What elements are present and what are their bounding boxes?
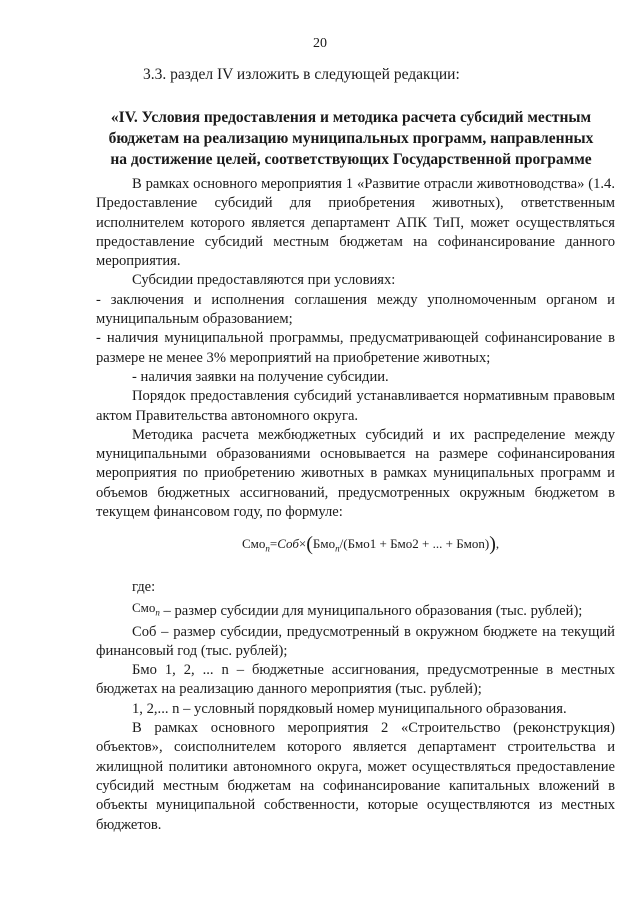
formula-lhs: Смо <box>242 536 266 552</box>
paragraph-4: Методика расчета межбюджетных субсидий и их распределение между муниципальными образованиями основывается на размере софинансирования мероприятия по приобретению животных в рамках муниципальных программ и объемов бюджетных ассигнований, предусмотренных окружным бюджетом в текущем финансовом году, по формуле: <box>96 426 615 521</box>
formula-sob: Соб <box>277 536 299 552</box>
definition-1-text: – размер субсидии для муниципального образования (тыс. рублей); <box>159 602 583 619</box>
formula-lhs-sub: n <box>265 543 270 554</box>
body-text <box>96 175 615 835</box>
title-line-1: «IV. Условия предоставления и методика расчета субсидий местным <box>110 109 592 126</box>
formula-bmo: Бмо <box>312 536 336 552</box>
definition-4: 1, 2,... n – условный порядковый номер муниципального образования. <box>132 700 567 717</box>
formula-close-paren: ) <box>489 533 496 556</box>
condition-2: - наличия муниципальной программы, предусматривающей софинансирование в размере не менее 3% мероприятий на приобретение животных; <box>96 330 615 366</box>
definition-1-symbol <box>132 599 160 618</box>
formula-open-paren: ( <box>306 533 313 556</box>
formula-slash: / <box>339 536 344 552</box>
intro-line: 3.3. раздел IV изложить в следующей редакции: <box>143 66 460 83</box>
definition-3: Бмо 1, 2, ... n – бюджетные ассигнования, предусмотренные в местных бюджетах на реализацию данного мероприятия (тыс. рублей); <box>96 662 615 698</box>
where-label: где: <box>132 579 156 596</box>
formula-expression <box>242 534 499 559</box>
condition-3: - наличия заявки на получение субсидии. <box>132 368 389 385</box>
paragraph-3: Порядок предоставления субсидий устанавливается нормативным правовым актом Правительства автономного округа. <box>96 388 615 424</box>
formula-comma: , <box>495 536 500 552</box>
paragraph-5: В рамках основного мероприятия 2 «Строительство (реконструкция) объектов», соисполнителем которого является департамент строительства и жилищной политики автономного округа, может осуществляться предоставление субсидий местным бюджетам на софинансирование капитальных вложений в объекты муниципальной собственности, которые осуществляются из местных бюджетов. <box>96 720 615 833</box>
formula-bmo-sub: n <box>335 543 340 554</box>
definition-1-symbol-text: Смо <box>132 599 156 615</box>
definition-1 <box>96 598 615 623</box>
title-line-3: на достижение целей, соответствующих Государственной программе <box>110 151 592 168</box>
paragraph-2: Субсидии предоставляются при условиях: <box>132 272 396 289</box>
formula-times: × <box>298 536 307 552</box>
definition-2: Соб – размер субсидии, предусмотренный в окружном бюджете на текущий финансовый год (тыс. рублей); <box>96 623 615 659</box>
definition-1-symbol-sub: n <box>155 607 160 618</box>
formula-eq: = <box>269 536 278 552</box>
paragraph-1: В рамках основного мероприятия 1 «Развитие отрасли животноводства» (1.4. Предоставление субсидий для приобретения животных), ответственным исполнителем которого является департамент АПК ТиП, может осуществляться предоставление субсидий местным бюджетам на софинансирование данного мероприятия. <box>96 176 615 270</box>
title-line-2: бюджетам на реализацию муниципальных программ, направленных <box>108 130 594 147</box>
formula-denominator: (Бмо1 + Бмо2 + ... + Бмоn) <box>343 536 490 552</box>
formula <box>96 522 615 578</box>
condition-1: - заключения и исполнения соглашения между уполномоченным органом и муниципальным образованием; <box>96 291 615 328</box>
page-number: 20 <box>313 36 327 51</box>
section-title <box>96 107 606 170</box>
